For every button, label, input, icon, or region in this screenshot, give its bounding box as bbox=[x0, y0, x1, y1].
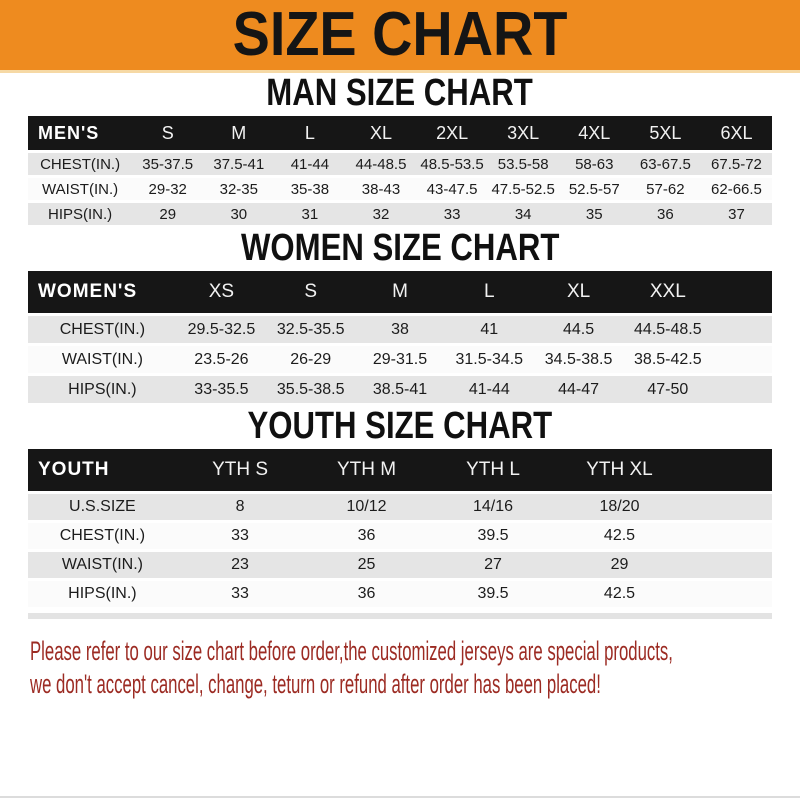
column-header: YTH M bbox=[303, 449, 429, 491]
row-label: WAIST(IN.) bbox=[28, 552, 177, 578]
size-value: 53.5-58 bbox=[488, 153, 559, 175]
column-header: XL bbox=[534, 271, 623, 313]
size-value: 39.5 bbox=[430, 581, 556, 607]
banner-title: SIZE CHART bbox=[232, 0, 568, 69]
column-header: YTH XL bbox=[556, 449, 682, 491]
size-value: 44.5 bbox=[534, 316, 623, 343]
spacer-cell bbox=[683, 523, 772, 549]
size-value: 58-63 bbox=[559, 153, 630, 175]
table-row bbox=[28, 581, 772, 607]
size-value: 35 bbox=[559, 203, 630, 225]
size-value: 33 bbox=[417, 203, 488, 225]
size-value: 67.5-72 bbox=[701, 153, 772, 175]
size-value: 38 bbox=[355, 316, 444, 343]
size-value: 25 bbox=[303, 552, 429, 578]
column-header: YTH S bbox=[177, 449, 303, 491]
row-label: CHEST(IN.) bbox=[28, 153, 132, 175]
column-header: XXL bbox=[623, 271, 712, 313]
table-row bbox=[28, 316, 772, 343]
disclaimer-line-2: we don't accept cancel, change, teturn or refund after order has been placed! bbox=[30, 669, 601, 699]
size-value: 26-29 bbox=[266, 346, 355, 373]
men-table-label: MEN'S bbox=[28, 116, 132, 150]
youth-header-row bbox=[28, 449, 772, 491]
size-value: 36 bbox=[303, 581, 429, 607]
column-header: YTH L bbox=[430, 449, 556, 491]
size-value: 47.5-52.5 bbox=[488, 178, 559, 200]
column-header: XL bbox=[345, 116, 416, 150]
size-value: 31 bbox=[274, 203, 345, 225]
size-value: 10/12 bbox=[303, 494, 429, 520]
size-value: 30 bbox=[203, 203, 274, 225]
spacer-cell bbox=[683, 552, 772, 578]
size-value: 44-48.5 bbox=[345, 153, 416, 175]
size-value: 39.5 bbox=[430, 523, 556, 549]
column-header: 5XL bbox=[630, 116, 701, 150]
size-value: 47-50 bbox=[623, 376, 712, 403]
women-section-heading bbox=[0, 228, 800, 268]
column-header: S bbox=[132, 116, 203, 150]
size-value: 31.5-34.5 bbox=[445, 346, 534, 373]
size-value: 57-62 bbox=[630, 178, 701, 200]
size-value: 32-35 bbox=[203, 178, 274, 200]
men-section-heading bbox=[0, 73, 800, 113]
disclaimer-line-1: Please refer to our size chart before order,the customized jerseys are special products, bbox=[30, 636, 673, 666]
size-value: 42.5 bbox=[556, 581, 682, 607]
size-value: 37 bbox=[701, 203, 772, 225]
size-value: 38.5-42.5 bbox=[623, 346, 712, 373]
size-value: 18/20 bbox=[556, 494, 682, 520]
column-header: L bbox=[445, 271, 534, 313]
row-label: HIPS(IN.) bbox=[28, 203, 132, 225]
size-value: 36 bbox=[303, 523, 429, 549]
size-value: 27 bbox=[430, 552, 556, 578]
row-label: WAIST(IN.) bbox=[28, 346, 177, 373]
size-value: 33 bbox=[177, 523, 303, 549]
women-header-row bbox=[28, 271, 772, 313]
youth-table-bottom-strip bbox=[28, 613, 772, 619]
size-value: 23 bbox=[177, 552, 303, 578]
size-value: 38-43 bbox=[345, 178, 416, 200]
column-header: L bbox=[274, 116, 345, 150]
spacer-cell bbox=[683, 449, 772, 491]
size-value: 63-67.5 bbox=[630, 153, 701, 175]
size-value: 48.5-53.5 bbox=[417, 153, 488, 175]
size-value: 32 bbox=[345, 203, 416, 225]
size-value: 38.5-41 bbox=[355, 376, 444, 403]
column-header: M bbox=[203, 116, 274, 150]
size-value: 29-32 bbox=[132, 178, 203, 200]
column-header: 6XL bbox=[701, 116, 772, 150]
spacer-cell bbox=[712, 316, 772, 343]
size-value: 35-38 bbox=[274, 178, 345, 200]
size-value: 29-31.5 bbox=[355, 346, 444, 373]
youth-table-label: YOUTH bbox=[28, 449, 177, 491]
size-value: 35.5-38.5 bbox=[266, 376, 355, 403]
table-row bbox=[28, 203, 772, 225]
spacer-cell bbox=[712, 346, 772, 373]
bottom-divider bbox=[0, 796, 800, 798]
size-value: 29.5-32.5 bbox=[177, 316, 266, 343]
table-row bbox=[28, 346, 772, 373]
row-label: CHEST(IN.) bbox=[28, 523, 177, 549]
size-value: 42.5 bbox=[556, 523, 682, 549]
row-label: CHEST(IN.) bbox=[28, 316, 177, 343]
size-value: 62-66.5 bbox=[701, 178, 772, 200]
size-value: 29 bbox=[132, 203, 203, 225]
size-value: 33-35.5 bbox=[177, 376, 266, 403]
size-value: 8 bbox=[177, 494, 303, 520]
youth-size-table bbox=[28, 446, 772, 610]
size-value: 36 bbox=[630, 203, 701, 225]
column-header: 2XL bbox=[417, 116, 488, 150]
row-label: U.S.SIZE bbox=[28, 494, 177, 520]
column-header: XS bbox=[177, 271, 266, 313]
size-value: 33 bbox=[177, 581, 303, 607]
spacer-cell bbox=[683, 494, 772, 520]
women-size-table bbox=[28, 268, 772, 406]
size-chart-banner bbox=[0, 0, 800, 73]
men-header-row bbox=[28, 116, 772, 150]
size-value: 23.5-26 bbox=[177, 346, 266, 373]
size-value: 34 bbox=[488, 203, 559, 225]
row-label: WAIST(IN.) bbox=[28, 178, 132, 200]
column-header: S bbox=[266, 271, 355, 313]
table-row bbox=[28, 523, 772, 549]
size-value: 35-37.5 bbox=[132, 153, 203, 175]
column-header: 4XL bbox=[559, 116, 630, 150]
size-value: 37.5-41 bbox=[203, 153, 274, 175]
size-value: 52.5-57 bbox=[559, 178, 630, 200]
size-value: 29 bbox=[556, 552, 682, 578]
size-value: 14/16 bbox=[430, 494, 556, 520]
table-row bbox=[28, 552, 772, 578]
size-value: 41 bbox=[445, 316, 534, 343]
spacer-cell bbox=[712, 271, 772, 313]
table-row bbox=[28, 376, 772, 403]
table-row bbox=[28, 494, 772, 520]
size-value: 34.5-38.5 bbox=[534, 346, 623, 373]
size-value: 32.5-35.5 bbox=[266, 316, 355, 343]
size-value: 43-47.5 bbox=[417, 178, 488, 200]
row-label: HIPS(IN.) bbox=[28, 581, 177, 607]
women-section-heading-text: WOMEN SIZE CHART bbox=[240, 227, 560, 269]
column-header: 3XL bbox=[488, 116, 559, 150]
men-size-table bbox=[28, 113, 772, 228]
row-label: HIPS(IN.) bbox=[28, 376, 177, 403]
youth-section-heading bbox=[0, 406, 800, 446]
column-header: M bbox=[355, 271, 444, 313]
spacer-cell bbox=[712, 376, 772, 403]
size-value: 44-47 bbox=[534, 376, 623, 403]
size-value: 41-44 bbox=[274, 153, 345, 175]
spacer-cell bbox=[683, 581, 772, 607]
table-row bbox=[28, 178, 772, 200]
men-section-heading-text: MAN SIZE CHART bbox=[266, 72, 534, 114]
size-value: 41-44 bbox=[445, 376, 534, 403]
size-value: 44.5-48.5 bbox=[623, 316, 712, 343]
disclaimer bbox=[30, 635, 800, 701]
table-row bbox=[28, 153, 772, 175]
women-table-label: WOMEN'S bbox=[28, 271, 177, 313]
youth-section-heading-text: YOUTH SIZE CHART bbox=[247, 405, 553, 447]
